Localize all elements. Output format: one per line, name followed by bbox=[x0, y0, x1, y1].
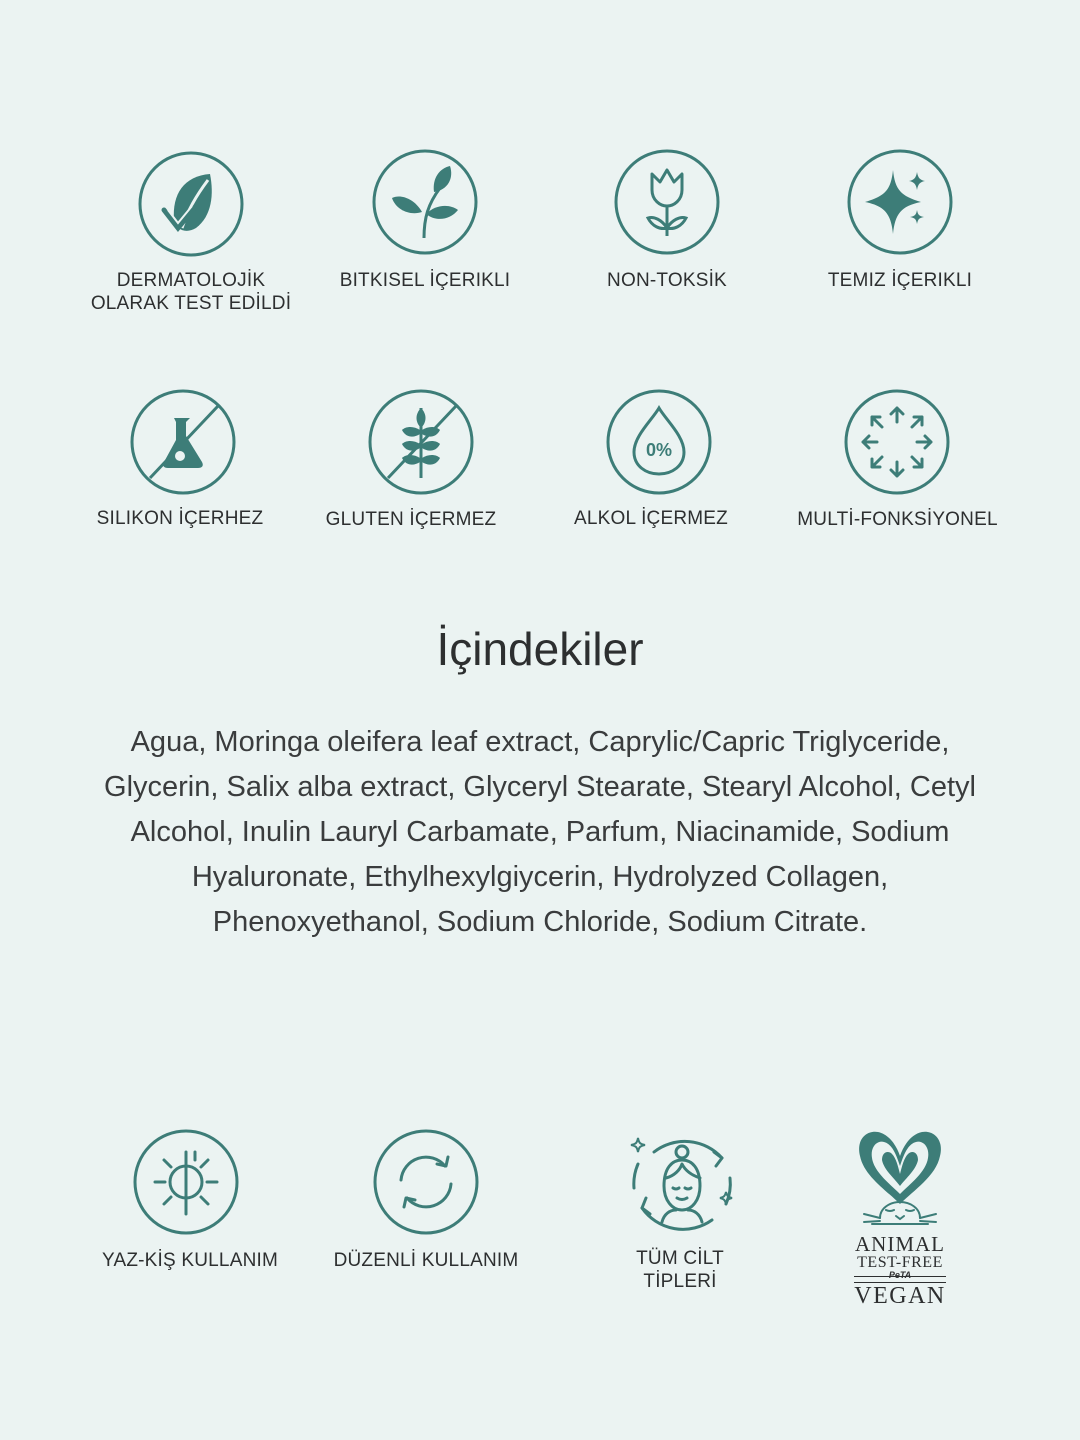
peta-mark: PeTA bbox=[888, 1270, 912, 1280]
badge-label: GLUTEN İÇERMEZ bbox=[325, 509, 497, 530]
badge-gluten-free bbox=[316, 390, 506, 540]
badge-label: SILIKON İÇERHEZ bbox=[96, 508, 264, 529]
plant-leaves-icon bbox=[370, 148, 480, 258]
badge-label: TÜM CİLT TİPLERİ bbox=[636, 1248, 724, 1292]
vegan-line2: TEST-FREE bbox=[857, 1254, 943, 1271]
vegan-line3: VEGAN bbox=[854, 1283, 946, 1309]
vegan-animal-test-free-logo bbox=[838, 1126, 962, 1312]
drop-percent-text: 0% bbox=[645, 440, 673, 460]
no-gluten-wheat-icon bbox=[366, 388, 476, 498]
badge-clean-ingredients bbox=[805, 150, 995, 300]
badge-summer-winter-use bbox=[90, 1128, 290, 1278]
badge-label: TEMIZ İÇERIKLI bbox=[827, 270, 973, 291]
badge-multi-functional bbox=[780, 390, 1015, 540]
badge-regular-use bbox=[326, 1128, 526, 1278]
badge-label: BITKISEL İÇERIKLI bbox=[339, 270, 511, 291]
badge-label: DERMATOLOJİK OLARAK TEST EDİLDİ bbox=[90, 270, 292, 314]
bunny-heart-icon bbox=[850, 1126, 950, 1228]
badge-label: NON-TOKSİK bbox=[607, 270, 727, 291]
refresh-icon bbox=[371, 1128, 481, 1238]
leaf-check-icon bbox=[136, 150, 246, 260]
tulip-icon bbox=[612, 148, 722, 258]
vegan-line1: ANIMAL bbox=[855, 1232, 945, 1256]
alcohol-free-drop-icon bbox=[604, 388, 714, 498]
badge-label: DÜZENLİ KULLANIM bbox=[333, 1250, 519, 1271]
ingredients-title: İçindekiler bbox=[436, 623, 644, 675]
ingredients-text: Agua, Moringa oleifera leaf extract, Caprylic/Capric Triglyceride, Glycerin, Salix alba extract, Glyceryl Stearate, Stearyl Alcohol, Cetyl Alcohol, Inulin Lauryl Carbamate, Parfum, Niacinamide, Sodium Hyaluronate, Ethylhexylgiycerin, Hydrolyzed Collagen, Phenoxyethanol, Sodium Chloride, Sodium Citrate. bbox=[104, 726, 976, 938]
badge-dermatologically-tested bbox=[80, 150, 302, 320]
sun-snow-icon bbox=[131, 1128, 241, 1238]
badge-herbal-ingredients bbox=[330, 150, 520, 300]
no-silicone-flask-icon bbox=[128, 388, 238, 498]
badge-label: MULTİ-FONKSİYONEL bbox=[797, 509, 998, 530]
face-icon bbox=[624, 1128, 740, 1240]
sparkle-icon bbox=[845, 148, 955, 258]
badge-all-skin-types bbox=[580, 1128, 780, 1298]
badge-label: ALKOL İÇERMEZ bbox=[574, 508, 728, 529]
badge-silicone-free bbox=[85, 390, 275, 540]
badge-non-toxic bbox=[572, 150, 762, 300]
badge-label: YAZ-KİŞ KULLANIM bbox=[102, 1250, 278, 1271]
multi-arrows-icon bbox=[842, 388, 952, 498]
badge-alcohol-free bbox=[556, 390, 746, 540]
